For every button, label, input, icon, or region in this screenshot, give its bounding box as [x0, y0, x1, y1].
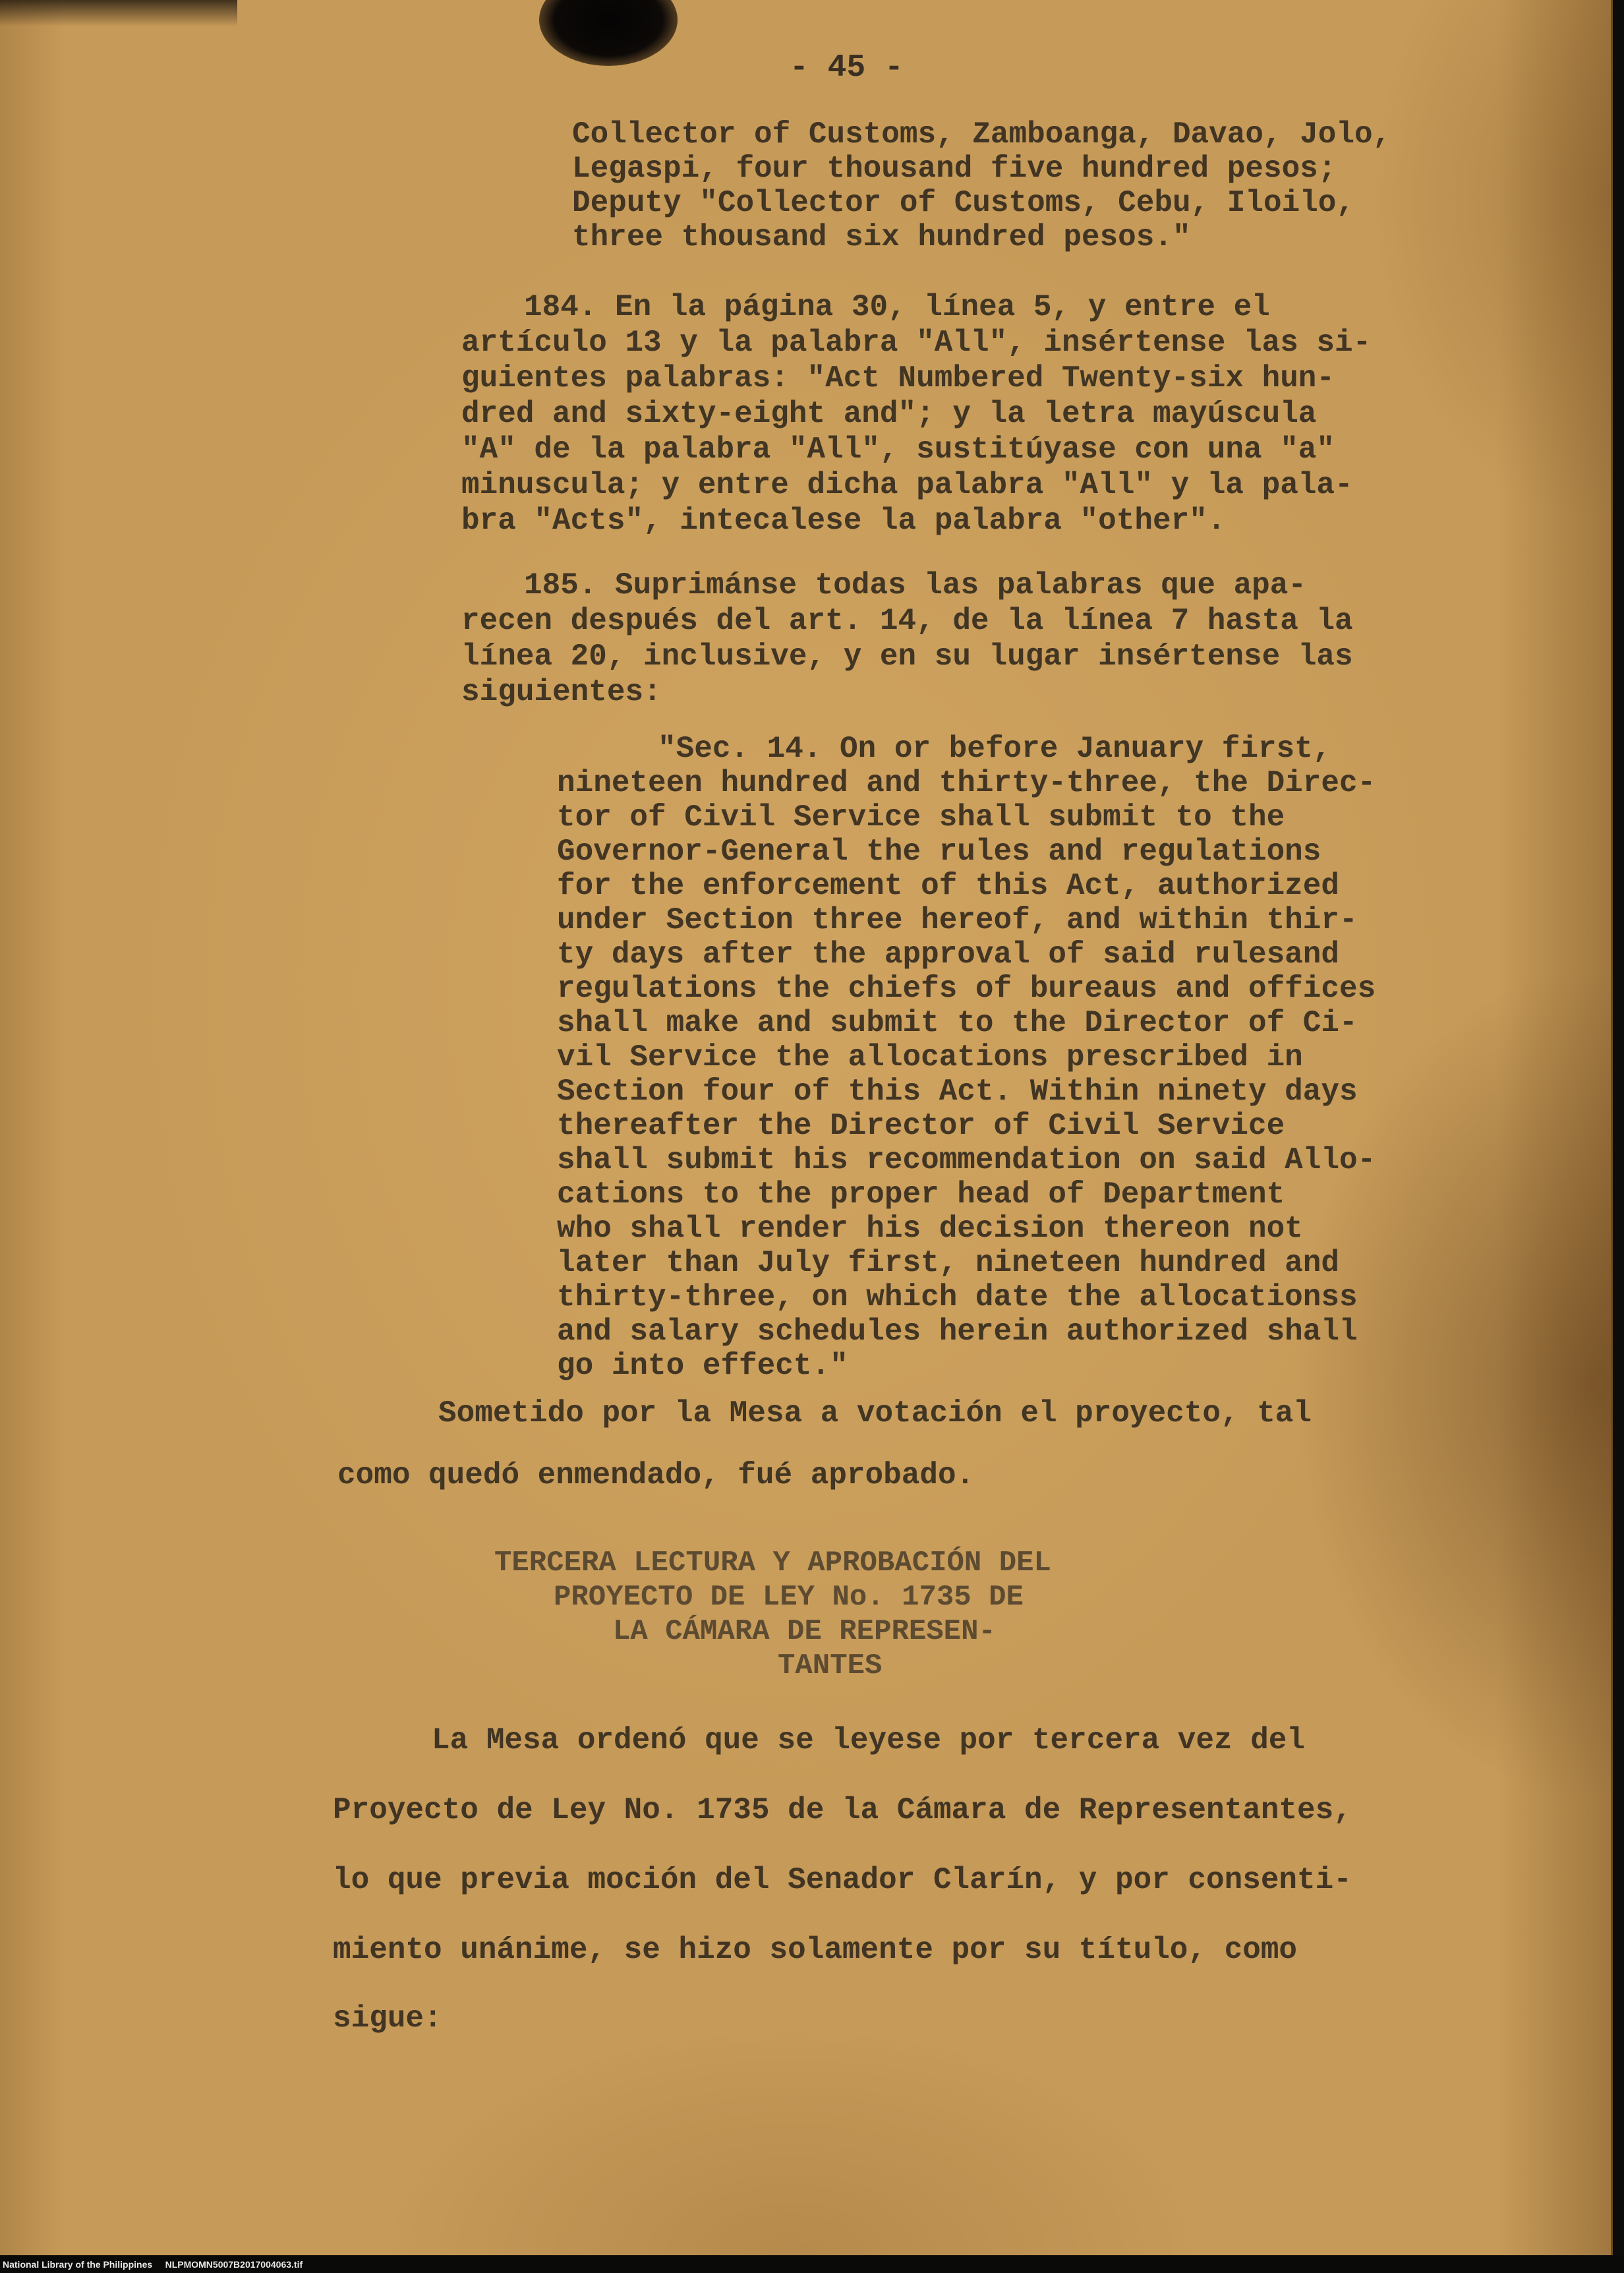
para-184-line: dred and sixty-eight and"; y la letra mayúscula [461, 397, 1317, 431]
archive-footer-text: National Library of the Philippines NLPMOMN5007B2017004063.tif [3, 2259, 303, 2270]
para-184-line: artículo 13 y la palabra "All", insértense las si- [461, 326, 1372, 360]
section-heading-line: PROYECTO DE LEY No. 1735 DE [554, 1581, 1024, 1614]
sec-14-line: "Sec. 14. On or before January first, [658, 732, 1331, 766]
quote-close-line: Legaspi, four thousand five hundred pesos; [572, 152, 1337, 186]
sec-14-line: regulations the chiefs of bureaus and offices [557, 972, 1376, 1006]
sec-14-line: thereafter the Director of Civil Service [557, 1109, 1285, 1143]
sec-14-line: tor of Civil Service shall submit to the [557, 800, 1285, 835]
quote-close-line: Deputy "Collector of Customs, Cebu, Iloilo, [572, 186, 1354, 220]
final-para-line: Proyecto de Ley No. 1735 de la Cámara de Representantes, [333, 1793, 1352, 1827]
page-corner-shadow [0, 0, 237, 26]
para-184-line: bra "Acts", intecalese la palabra "other". [461, 504, 1226, 538]
para-185-line: recen después del art. 14, de la línea 7 hasta la [461, 604, 1353, 638]
para-184-line: "A" de la palabra "All", sustitúyase con una "a" [461, 432, 1335, 467]
sec-14-line: shall submit his recommendation on said Allo- [557, 1143, 1376, 1177]
vote-para-line: como quedó enmendado, fué aprobado. [337, 1458, 975, 1492]
section-heading-line: LA CÁMARA DE REPRESEN- [613, 1615, 996, 1648]
sec-14-line: for the enforcement of this Act, authorized [557, 869, 1339, 903]
section-heading-line: TANTES [778, 1649, 883, 1682]
para-185-line: 185. Suprimánse todas las palabras que apa- [524, 568, 1306, 603]
para-184-line: minuscula; y entre dicha palabra "All" y la pala- [461, 468, 1353, 502]
final-para-line: miento unánime, se hizo solamente por su título, como [333, 1933, 1298, 1967]
final-para-line: sigue: [333, 2001, 442, 2036]
sec-14-line: cations to the proper head of Department [557, 1177, 1285, 1212]
sec-14-line: nineteen hundred and thirty-three, the Direc- [557, 766, 1376, 800]
sec-14-line: later than July first, nineteen hundred and [557, 1246, 1339, 1280]
quote-close-line: three thousand six hundred pesos." [572, 220, 1191, 254]
vote-para-line: Sometido por la Mesa a votación el proyecto, tal [438, 1396, 1312, 1431]
para-184-line: guientes palabras: "Act Numbered Twenty-six hun- [461, 361, 1335, 396]
sec-14-line: shall make and submit to the Director of Ci- [557, 1006, 1358, 1040]
para-185-line: siguientes: [461, 675, 662, 709]
para-185-line: línea 20, inclusive, y en su lugar insértense las [461, 639, 1353, 674]
sec-14-line: who shall render his decision thereon not [557, 1212, 1303, 1246]
sec-14-line: ty days after the approval of said rulesand [557, 937, 1339, 972]
quote-close-line: Collector of Customs, Zamboanga, Davao, Jolo, [572, 117, 1391, 152]
sec-14-line: vil Service the allocations prescribed in [557, 1040, 1303, 1075]
sec-14-line: and salary schedules herein authorized shall [557, 1314, 1358, 1349]
binding-hole [539, 0, 678, 66]
sec-14-line: thirty-three, on which date the allocationss [557, 1280, 1358, 1314]
sec-14-line: Governor-General the rules and regulations [557, 835, 1321, 869]
para-184-line: 184. En la página 30, línea 5, y entre el [524, 290, 1270, 324]
section-heading-line: TERCERA LECTURA Y APROBACIÓN DEL [494, 1547, 1051, 1579]
final-para-line: La Mesa ordenó que se leyese por tercera vez del [432, 1723, 1306, 1757]
sec-14-line: go into effect." [557, 1349, 848, 1383]
final-para-line: lo que previa moción del Senador Clarín, y por consenti- [333, 1863, 1352, 1897]
sec-14-line: under Section three hereof, and within thir- [557, 903, 1358, 937]
sec-14-line: Section four of this Act. Within ninety days [557, 1075, 1358, 1109]
page-number: - 45 - [790, 50, 904, 86]
